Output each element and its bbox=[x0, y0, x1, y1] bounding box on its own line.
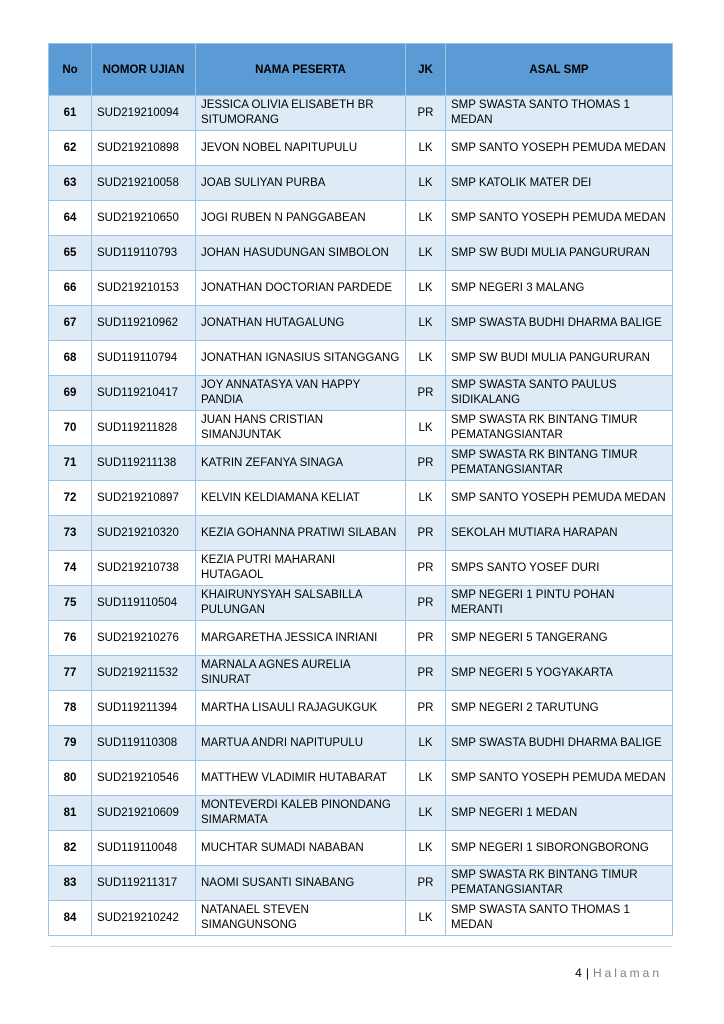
cell-nomor-ujian: SUD119110504 bbox=[92, 586, 196, 621]
table-row bbox=[49, 866, 673, 901]
cell-nomor-ujian: SUD219210153 bbox=[92, 271, 196, 306]
cell-jk: LK bbox=[406, 166, 446, 201]
cell-jk: LK bbox=[406, 306, 446, 341]
cell-asal-smp: SMP SWASTA BUDHI DHARMA BALIGE bbox=[446, 306, 673, 341]
cell-nomor-ujian: SUD219210738 bbox=[92, 551, 196, 586]
cell-jk: LK bbox=[406, 411, 446, 446]
cell-no: 82 bbox=[49, 831, 92, 866]
cell-nomor-ujian: SUD119110048 bbox=[92, 831, 196, 866]
table-row bbox=[49, 481, 673, 516]
cell-nama-peserta: MATTHEW VLADIMIR HUTABARAT bbox=[196, 761, 406, 796]
cell-nama-peserta: KEZIA GOHANNA PRATIWI SILABAN bbox=[196, 516, 406, 551]
cell-jk: PR bbox=[406, 96, 446, 131]
cell-nama-peserta: MARGARETHA JESSICA INRIANI bbox=[196, 621, 406, 656]
cell-asal-smp: SMP SANTO YOSEPH PEMUDA MEDAN bbox=[446, 761, 673, 796]
cell-jk: PR bbox=[406, 866, 446, 901]
cell-nomor-ujian: SUD119211394 bbox=[92, 691, 196, 726]
cell-jk: LK bbox=[406, 831, 446, 866]
cell-no: 61 bbox=[49, 96, 92, 131]
cell-nomor-ujian: SUD119211317 bbox=[92, 866, 196, 901]
cell-no: 77 bbox=[49, 656, 92, 691]
cell-jk: LK bbox=[406, 271, 446, 306]
cell-nomor-ujian: SUD119210417 bbox=[92, 376, 196, 411]
cell-no: 67 bbox=[49, 306, 92, 341]
cell-nomor-ujian: SUD219210242 bbox=[92, 901, 196, 936]
table-row bbox=[49, 831, 673, 866]
table-row bbox=[49, 341, 673, 376]
cell-no: 62 bbox=[49, 131, 92, 166]
cell-nama-peserta: JEVON NOBEL NAPITUPULU bbox=[196, 131, 406, 166]
cell-asal-smp: SMP KATOLIK MATER DEI bbox=[446, 166, 673, 201]
cell-asal-smp: SMPS SANTO YOSEF DURI bbox=[446, 551, 673, 586]
cell-asal-smp: SMP NEGERI 1 MEDAN bbox=[446, 796, 673, 831]
cell-asal-smp: SEKOLAH MUTIARA HARAPAN bbox=[446, 516, 673, 551]
cell-nama-peserta: MONTEVERDI KALEB PINONDANG SIMARMATA bbox=[196, 796, 406, 831]
cell-no: 70 bbox=[49, 411, 92, 446]
cell-nomor-ujian: SUD219211532 bbox=[92, 656, 196, 691]
table-row bbox=[49, 131, 673, 166]
cell-asal-smp: SMP SWASTA RK BINTANG TIMUR PEMATANGSIANTAR bbox=[446, 446, 673, 481]
cell-no: 76 bbox=[49, 621, 92, 656]
cell-asal-smp: SMP NEGERI 2 TARUTUNG bbox=[446, 691, 673, 726]
cell-no: 74 bbox=[49, 551, 92, 586]
cell-nomor-ujian: SUD219210897 bbox=[92, 481, 196, 516]
cell-nomor-ujian: SUD119110308 bbox=[92, 726, 196, 761]
cell-jk: PR bbox=[406, 376, 446, 411]
cell-jk: LK bbox=[406, 201, 446, 236]
cell-jk: PR bbox=[406, 656, 446, 691]
cell-no: 83 bbox=[49, 866, 92, 901]
cell-asal-smp: SMP SWASTA SANTO PAULUS SIDIKALANG bbox=[446, 376, 673, 411]
cell-nama-peserta: KELVIN KELDIAMANA KELIAT bbox=[196, 481, 406, 516]
col-header-nama-peserta: NAMA PESERTA bbox=[196, 44, 406, 96]
table-row bbox=[49, 446, 673, 481]
cell-asal-smp: SMP SWASTA BUDHI DHARMA BALIGE bbox=[446, 726, 673, 761]
page-number: 4 bbox=[575, 966, 582, 980]
cell-asal-smp: SMP SWASTA RK BINTANG TIMUR PEMATANGSIANTAR bbox=[446, 866, 673, 901]
cell-asal-smp: SMP SWASTA SANTO THOMAS 1 MEDAN bbox=[446, 96, 673, 131]
cell-asal-smp: SMP SANTO YOSEPH PEMUDA MEDAN bbox=[446, 481, 673, 516]
page-label: Halaman bbox=[592, 966, 662, 980]
cell-nama-peserta: MARTHA LISAULI RAJAGUKGUK bbox=[196, 691, 406, 726]
cell-nama-peserta: MUCHTAR SUMADI NABABAN bbox=[196, 831, 406, 866]
cell-jk: PR bbox=[406, 551, 446, 586]
table-row bbox=[49, 726, 673, 761]
cell-no: 63 bbox=[49, 166, 92, 201]
cell-nomor-ujian: SUD219210650 bbox=[92, 201, 196, 236]
footer-divider bbox=[50, 946, 672, 947]
cell-nama-peserta: MARNALA AGNES AURELIA SINURAT bbox=[196, 656, 406, 691]
page-footer bbox=[575, 966, 662, 980]
cell-asal-smp: SMP NEGERI 1 SIBORONGBORONG bbox=[446, 831, 673, 866]
table-row bbox=[49, 796, 673, 831]
table-row bbox=[49, 166, 673, 201]
cell-nama-peserta: JOGI RUBEN N PANGGABEAN bbox=[196, 201, 406, 236]
cell-nomor-ujian: SUD119110793 bbox=[92, 236, 196, 271]
cell-jk: LK bbox=[406, 481, 446, 516]
cell-asal-smp: SMP SWASTA SANTO THOMAS 1 MEDAN bbox=[446, 901, 673, 936]
cell-no: 72 bbox=[49, 481, 92, 516]
cell-no: 66 bbox=[49, 271, 92, 306]
cell-asal-smp: SMP NEGERI 5 TANGERANG bbox=[446, 621, 673, 656]
cell-asal-smp: SMP NEGERI 5 YOGYAKARTA bbox=[446, 656, 673, 691]
table-row bbox=[49, 96, 673, 131]
cell-jk: LK bbox=[406, 761, 446, 796]
col-header-asal-smp: ASAL SMP bbox=[446, 44, 673, 96]
cell-no: 79 bbox=[49, 726, 92, 761]
table-row bbox=[49, 306, 673, 341]
table-row bbox=[49, 621, 673, 656]
cell-nama-peserta: JOHAN HASUDUNGAN SIMBOLON bbox=[196, 236, 406, 271]
cell-nama-peserta: KATRIN ZEFANYA SINAGA bbox=[196, 446, 406, 481]
cell-asal-smp: SMP SW BUDI MULIA PANGURURAN bbox=[446, 236, 673, 271]
cell-nama-peserta: JONATHAN IGNASIUS SITANGGANG bbox=[196, 341, 406, 376]
cell-jk: LK bbox=[406, 131, 446, 166]
table-row bbox=[49, 201, 673, 236]
cell-jk: LK bbox=[406, 341, 446, 376]
cell-no: 81 bbox=[49, 796, 92, 831]
cell-jk: LK bbox=[406, 901, 446, 936]
cell-jk: LK bbox=[406, 236, 446, 271]
col-header-jk: JK bbox=[406, 44, 446, 96]
cell-jk: PR bbox=[406, 446, 446, 481]
cell-nama-peserta: JONATHAN DOCTORIAN PARDEDE bbox=[196, 271, 406, 306]
footer-separator: | bbox=[585, 966, 589, 980]
table-row bbox=[49, 236, 673, 271]
cell-nama-peserta: KHAIRUNYSYAH SALSABILLA PULUNGAN bbox=[196, 586, 406, 621]
cell-jk: LK bbox=[406, 726, 446, 761]
col-header-nomor-ujian: NOMOR UJIAN bbox=[92, 44, 196, 96]
cell-no: 68 bbox=[49, 341, 92, 376]
cell-asal-smp: SMP SWASTA RK BINTANG TIMUR PEMATANGSIANTAR bbox=[446, 411, 673, 446]
cell-nama-peserta: JESSICA OLIVIA ELISABETH BR SITUMORANG bbox=[196, 96, 406, 131]
cell-jk: PR bbox=[406, 586, 446, 621]
cell-jk: PR bbox=[406, 621, 446, 656]
cell-nama-peserta: KEZIA PUTRI MAHARANI HUTAGAOL bbox=[196, 551, 406, 586]
cell-no: 64 bbox=[49, 201, 92, 236]
table-row bbox=[49, 271, 673, 306]
cell-nomor-ujian: SUD119211828 bbox=[92, 411, 196, 446]
cell-nomor-ujian: SUD219210094 bbox=[92, 96, 196, 131]
cell-nomor-ujian: SUD119211138 bbox=[92, 446, 196, 481]
cell-nama-peserta: JONATHAN HUTAGALUNG bbox=[196, 306, 406, 341]
cell-asal-smp: SMP NEGERI 1 PINTU POHAN MERANTI bbox=[446, 586, 673, 621]
cell-no: 71 bbox=[49, 446, 92, 481]
cell-nomor-ujian: SUD219210546 bbox=[92, 761, 196, 796]
cell-no: 84 bbox=[49, 901, 92, 936]
cell-asal-smp: SMP SW BUDI MULIA PANGURURAN bbox=[446, 341, 673, 376]
cell-nama-peserta: JUAN HANS CRISTIAN SIMANJUNTAK bbox=[196, 411, 406, 446]
table-row bbox=[49, 901, 673, 936]
cell-no: 73 bbox=[49, 516, 92, 551]
cell-no: 78 bbox=[49, 691, 92, 726]
cell-jk: PR bbox=[406, 691, 446, 726]
cell-nama-peserta: JOY ANNATASYA VAN HAPPY PANDIA bbox=[196, 376, 406, 411]
cell-asal-smp: SMP NEGERI 3 MALANG bbox=[446, 271, 673, 306]
cell-no: 69 bbox=[49, 376, 92, 411]
cell-nomor-ujian: SUD219210898 bbox=[92, 131, 196, 166]
table-row bbox=[49, 551, 673, 586]
table-row bbox=[49, 691, 673, 726]
table-row bbox=[49, 761, 673, 796]
header-row bbox=[49, 44, 673, 96]
cell-jk: PR bbox=[406, 516, 446, 551]
participant-table bbox=[48, 43, 673, 936]
cell-nomor-ujian: SUD219210276 bbox=[92, 621, 196, 656]
cell-nomor-ujian: SUD219210609 bbox=[92, 796, 196, 831]
cell-nomor-ujian: SUD119210962 bbox=[92, 306, 196, 341]
table-body bbox=[49, 96, 673, 936]
cell-nama-peserta: JOAB SULIYAN PURBA bbox=[196, 166, 406, 201]
table-row bbox=[49, 376, 673, 411]
cell-nomor-ujian: SUD219210058 bbox=[92, 166, 196, 201]
cell-nomor-ujian: SUD119110794 bbox=[92, 341, 196, 376]
cell-nama-peserta: NATANAEL STEVEN SIMANGUNSONG bbox=[196, 901, 406, 936]
table-row bbox=[49, 411, 673, 446]
table-header bbox=[49, 44, 673, 96]
cell-asal-smp: SMP SANTO YOSEPH PEMUDA MEDAN bbox=[446, 201, 673, 236]
cell-nama-peserta: MARTUA ANDRI NAPITUPULU bbox=[196, 726, 406, 761]
cell-no: 80 bbox=[49, 761, 92, 796]
cell-nama-peserta: NAOMI SUSANTI SINABANG bbox=[196, 866, 406, 901]
cell-asal-smp: SMP SANTO YOSEPH PEMUDA MEDAN bbox=[446, 131, 673, 166]
cell-no: 65 bbox=[49, 236, 92, 271]
col-header-no: No bbox=[49, 44, 92, 96]
cell-nomor-ujian: SUD219210320 bbox=[92, 516, 196, 551]
table-row bbox=[49, 656, 673, 691]
table-row bbox=[49, 516, 673, 551]
table-row bbox=[49, 586, 673, 621]
cell-jk: LK bbox=[406, 796, 446, 831]
cell-no: 75 bbox=[49, 586, 92, 621]
